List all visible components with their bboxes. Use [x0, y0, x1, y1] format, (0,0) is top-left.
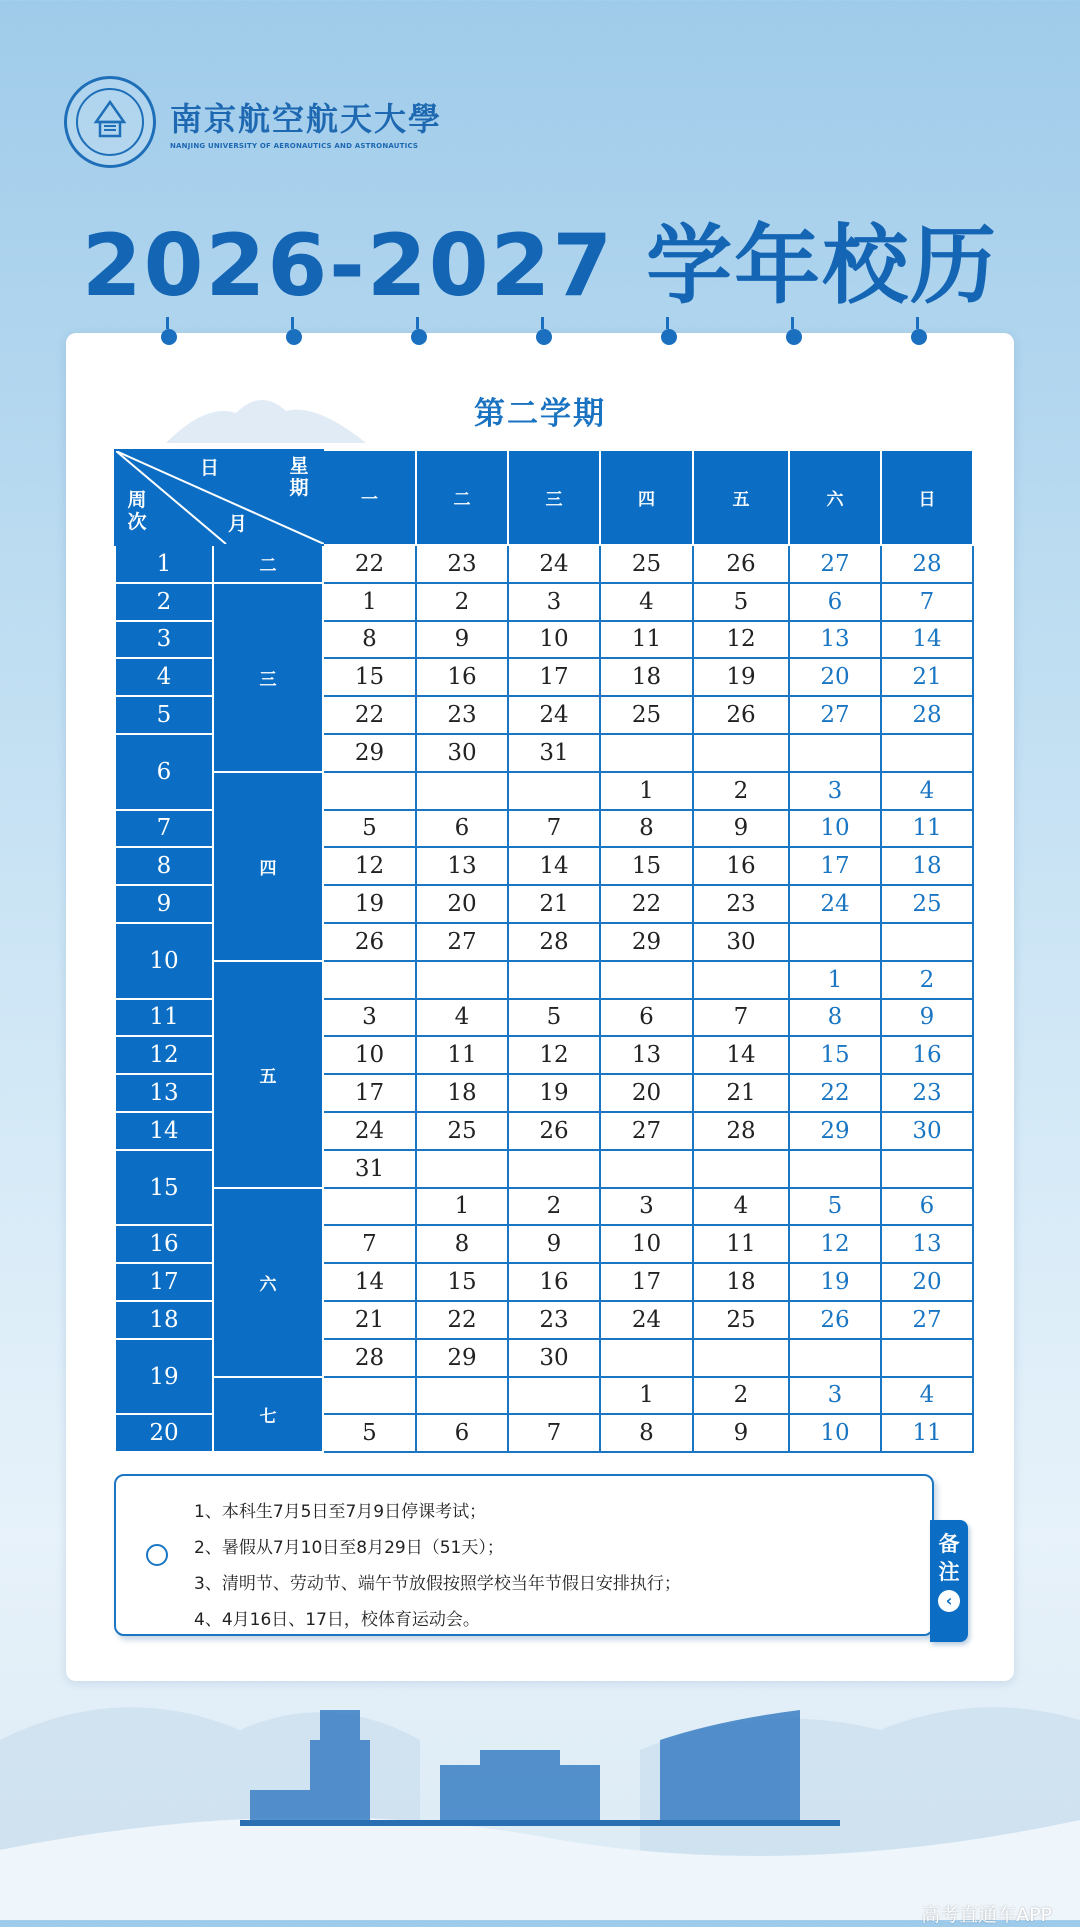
weekday-header: 一	[323, 450, 416, 545]
date-cell: 17	[600, 1263, 693, 1301]
date-cell: 11	[881, 1414, 973, 1452]
calendar-body	[115, 545, 973, 1452]
date-cell: 30	[693, 923, 789, 961]
week-number-cell: 14	[115, 1112, 213, 1150]
date-cell: 3	[323, 999, 416, 1037]
note-item: 1、本科生7月5日至7月9日停课考试；	[194, 1502, 487, 1522]
date-cell: 2	[881, 961, 973, 999]
date-cell: 22	[323, 696, 416, 734]
date-cell: 24	[323, 1112, 416, 1150]
date-cell: 10	[600, 1225, 693, 1263]
date-cell: 6	[789, 583, 881, 621]
date-cell: 27	[600, 1112, 693, 1150]
date-cell: 4	[416, 999, 508, 1037]
campus-skyline-icon	[240, 1700, 840, 1830]
date-cell: 8	[789, 999, 881, 1037]
calendar-card	[66, 333, 1014, 1681]
note-item: 2、暑假从7月10日至8月29日（51天）；	[194, 1538, 504, 1558]
week-number-cell: 10	[115, 923, 213, 999]
month-cell: 七	[213, 1377, 323, 1453]
date-cell: 5	[508, 999, 600, 1037]
weekday-header: 二	[416, 450, 508, 545]
date-cell: 22	[789, 1074, 881, 1112]
date-cell: 9	[693, 1414, 789, 1452]
week-number-cell: 3	[115, 621, 213, 659]
date-cell: 20	[600, 1074, 693, 1112]
binder-ring-icon	[536, 325, 550, 339]
date-cell	[416, 1150, 508, 1188]
date-cell: 3	[789, 1377, 881, 1415]
calendar-row	[115, 545, 973, 583]
date-cell	[323, 772, 416, 810]
date-cell: 3	[600, 1188, 693, 1226]
date-cell: 7	[693, 999, 789, 1037]
date-cell: 18	[416, 1074, 508, 1112]
week-number-cell: 5	[115, 696, 213, 734]
date-cell: 8	[416, 1225, 508, 1263]
week-number-cell: 17	[115, 1263, 213, 1301]
date-cell: 20	[789, 658, 881, 696]
date-cell: 5	[323, 810, 416, 848]
date-cell: 11	[416, 1036, 508, 1074]
date-cell: 7	[881, 583, 973, 621]
date-cell: 7	[323, 1225, 416, 1263]
date-cell: 2	[693, 772, 789, 810]
chevron-left-icon: ‹	[938, 1590, 960, 1612]
date-cell: 7	[508, 810, 600, 848]
date-cell: 13	[416, 847, 508, 885]
date-cell: 13	[600, 1036, 693, 1074]
date-cell: 11	[600, 621, 693, 659]
date-cell	[508, 772, 600, 810]
date-cell: 8	[600, 810, 693, 848]
weekday-header: 五	[693, 450, 789, 545]
date-cell: 19	[789, 1263, 881, 1301]
date-cell: 10	[508, 621, 600, 659]
date-cell: 29	[789, 1112, 881, 1150]
date-cell: 13	[789, 621, 881, 659]
date-cell: 6	[881, 1188, 973, 1226]
date-cell	[600, 961, 693, 999]
date-cell: 1	[416, 1188, 508, 1226]
date-cell: 16	[881, 1036, 973, 1074]
date-cell: 16	[508, 1263, 600, 1301]
date-cell: 2	[416, 583, 508, 621]
date-cell: 19	[508, 1074, 600, 1112]
date-cell	[508, 961, 600, 999]
date-cell: 20	[881, 1263, 973, 1301]
date-cell: 11	[881, 810, 973, 848]
month-cell: 四	[213, 772, 323, 961]
week-number-cell: 9	[115, 885, 213, 923]
date-cell	[416, 1377, 508, 1415]
calendar-row	[115, 583, 973, 621]
date-cell: 25	[600, 545, 693, 583]
date-cell	[881, 734, 973, 772]
date-cell: 25	[416, 1112, 508, 1150]
date-cell: 18	[600, 658, 693, 696]
calendar-row	[115, 1188, 973, 1226]
calendar-row	[115, 1377, 973, 1415]
date-cell: 16	[416, 658, 508, 696]
calendar-row	[115, 961, 973, 999]
date-cell: 9	[693, 810, 789, 848]
week-number-cell: 19	[115, 1339, 213, 1415]
page-title: 2026-2027 学年校历	[81, 216, 999, 316]
date-cell: 23	[508, 1301, 600, 1339]
corner-weeknum-label: 周次	[127, 489, 147, 533]
note-item: 4、4月16日、17日，校体育运动会。	[194, 1610, 480, 1630]
week-number-cell: 1	[115, 545, 213, 583]
date-cell: 30	[508, 1339, 600, 1377]
date-cell: 31	[323, 1150, 416, 1188]
week-number-cell: 8	[115, 847, 213, 885]
date-cell: 27	[789, 545, 881, 583]
date-cell: 6	[416, 1414, 508, 1452]
date-cell: 2	[693, 1377, 789, 1415]
week-number-cell: 7	[115, 810, 213, 848]
date-cell: 17	[323, 1074, 416, 1112]
watermark: 高考直通车APP	[921, 1904, 1052, 1926]
date-cell	[789, 923, 881, 961]
date-cell	[600, 1150, 693, 1188]
date-cell: 26	[508, 1112, 600, 1150]
date-cell: 17	[789, 847, 881, 885]
date-cell	[693, 1150, 789, 1188]
date-cell: 15	[416, 1263, 508, 1301]
week-number-cell: 4	[115, 658, 213, 696]
date-cell: 29	[416, 1339, 508, 1377]
date-cell: 4	[600, 583, 693, 621]
date-cell: 28	[881, 545, 973, 583]
date-cell: 10	[789, 810, 881, 848]
notes-list	[194, 1494, 681, 1638]
date-cell: 1	[600, 1377, 693, 1415]
circle-bullet-icon	[146, 1544, 168, 1566]
date-cell: 3	[789, 772, 881, 810]
date-cell: 27	[881, 1301, 973, 1339]
date-cell: 24	[508, 696, 600, 734]
date-cell: 23	[693, 885, 789, 923]
month-cell: 五	[213, 961, 323, 1188]
date-cell: 14	[323, 1263, 416, 1301]
date-cell: 21	[693, 1074, 789, 1112]
date-cell: 5	[323, 1414, 416, 1452]
date-cell: 22	[416, 1301, 508, 1339]
date-cell: 21	[881, 658, 973, 696]
date-cell	[693, 961, 789, 999]
week-number-cell: 13	[115, 1074, 213, 1112]
date-cell	[416, 772, 508, 810]
month-cell: 二	[213, 545, 323, 583]
university-seal-icon	[64, 76, 156, 168]
week-number-cell: 2	[115, 583, 213, 621]
week-number-cell: 16	[115, 1225, 213, 1263]
date-cell: 30	[881, 1112, 973, 1150]
date-cell: 14	[881, 621, 973, 659]
date-cell: 12	[323, 847, 416, 885]
binder-ring-icon	[286, 325, 300, 339]
calendar-table	[114, 449, 974, 1453]
university-name-cn: 南京航空航天大學	[170, 100, 443, 138]
date-cell: 12	[789, 1225, 881, 1263]
date-cell: 10	[789, 1414, 881, 1452]
date-cell: 28	[323, 1339, 416, 1377]
note-item: 3、清明节、劳动节、端午节放假按照学校当年节假日安排执行；	[194, 1574, 681, 1594]
date-cell: 17	[508, 658, 600, 696]
date-cell: 15	[323, 658, 416, 696]
date-cell	[508, 1377, 600, 1415]
notes-box	[114, 1474, 934, 1636]
date-cell	[323, 961, 416, 999]
date-cell: 24	[508, 545, 600, 583]
date-cell: 21	[323, 1301, 416, 1339]
date-cell	[881, 923, 973, 961]
date-cell: 23	[416, 545, 508, 583]
date-cell: 29	[600, 923, 693, 961]
date-cell	[881, 1339, 973, 1377]
date-cell: 5	[789, 1188, 881, 1226]
date-cell	[789, 1150, 881, 1188]
date-cell: 25	[881, 885, 973, 923]
date-cell: 1	[323, 583, 416, 621]
date-cell: 23	[416, 696, 508, 734]
binder-ring-icon	[786, 325, 800, 339]
date-cell: 19	[693, 658, 789, 696]
date-cell: 12	[693, 621, 789, 659]
date-cell: 5	[693, 583, 789, 621]
date-cell: 31	[508, 734, 600, 772]
week-number-cell: 20	[115, 1414, 213, 1452]
date-cell: 26	[789, 1301, 881, 1339]
week-number-cell: 6	[115, 734, 213, 810]
date-cell: 4	[881, 1377, 973, 1415]
binder-ring-icon	[161, 325, 175, 339]
semester-title: 第二学期	[474, 396, 606, 432]
date-cell: 6	[600, 999, 693, 1037]
date-cell: 22	[323, 545, 416, 583]
date-cell: 11	[693, 1225, 789, 1263]
university-name-en: NANJING UNIVERSITY OF AERONAUTICS AND ASTRONAUTICS	[170, 142, 419, 150]
corner-day-label: 日	[200, 457, 220, 479]
date-cell: 28	[693, 1112, 789, 1150]
university-logo	[64, 76, 442, 168]
date-cell: 24	[600, 1301, 693, 1339]
date-cell: 28	[881, 696, 973, 734]
weekday-header: 六	[789, 450, 881, 545]
date-cell: 10	[323, 1036, 416, 1074]
date-cell: 3	[508, 583, 600, 621]
date-cell	[323, 1188, 416, 1226]
binder-ring-icon	[911, 325, 925, 339]
date-cell: 28	[508, 923, 600, 961]
week-number-cell: 18	[115, 1301, 213, 1339]
date-cell: 30	[416, 734, 508, 772]
date-cell	[693, 734, 789, 772]
date-cell	[881, 1150, 973, 1188]
date-cell: 15	[789, 1036, 881, 1074]
date-cell: 20	[416, 885, 508, 923]
date-cell: 25	[693, 1301, 789, 1339]
corner-month-label: 月	[228, 513, 248, 535]
date-cell: 14	[693, 1036, 789, 1074]
date-cell: 1	[789, 961, 881, 999]
date-cell: 18	[693, 1263, 789, 1301]
date-cell	[693, 1339, 789, 1377]
calendar-row	[115, 772, 973, 810]
date-cell: 27	[416, 923, 508, 961]
date-cell: 8	[600, 1414, 693, 1452]
date-cell: 27	[789, 696, 881, 734]
date-cell: 9	[416, 621, 508, 659]
date-cell: 13	[881, 1225, 973, 1263]
date-cell: 19	[323, 885, 416, 923]
month-cell: 三	[213, 583, 323, 772]
date-cell: 26	[693, 545, 789, 583]
date-cell: 29	[323, 734, 416, 772]
date-cell: 8	[323, 621, 416, 659]
date-cell	[789, 1339, 881, 1377]
date-cell: 16	[693, 847, 789, 885]
date-cell: 9	[881, 999, 973, 1037]
date-cell: 4	[693, 1188, 789, 1226]
date-cell: 15	[600, 847, 693, 885]
table-corner-header	[115, 450, 323, 545]
date-cell: 25	[600, 696, 693, 734]
week-number-cell: 15	[115, 1150, 213, 1226]
date-cell: 12	[508, 1036, 600, 1074]
notes-tab-label: 备注	[938, 1532, 960, 1584]
date-cell: 22	[600, 885, 693, 923]
date-cell	[416, 961, 508, 999]
date-cell: 23	[881, 1074, 973, 1112]
date-cell: 6	[416, 810, 508, 848]
binder-ring-icon	[411, 325, 425, 339]
corner-week-label: 星期	[289, 455, 309, 499]
date-cell: 21	[508, 885, 600, 923]
date-cell: 4	[881, 772, 973, 810]
date-cell: 1	[600, 772, 693, 810]
date-cell: 7	[508, 1414, 600, 1452]
date-cell	[323, 1377, 416, 1415]
date-cell: 2	[508, 1188, 600, 1226]
date-cell	[508, 1150, 600, 1188]
date-cell: 26	[693, 696, 789, 734]
weekday-header: 四	[600, 450, 693, 545]
week-number-cell: 12	[115, 1036, 213, 1074]
weekday-header: 三	[508, 450, 600, 545]
date-cell: 14	[508, 847, 600, 885]
month-cell: 六	[213, 1188, 323, 1377]
date-cell: 9	[508, 1225, 600, 1263]
date-cell	[600, 734, 693, 772]
week-number-cell: 11	[115, 999, 213, 1037]
date-cell: 26	[323, 923, 416, 961]
date-cell	[600, 1339, 693, 1377]
date-cell: 18	[881, 847, 973, 885]
weekday-header: 日	[881, 450, 973, 545]
date-cell: 24	[789, 885, 881, 923]
date-cell	[789, 734, 881, 772]
binder-ring-icon	[661, 325, 675, 339]
